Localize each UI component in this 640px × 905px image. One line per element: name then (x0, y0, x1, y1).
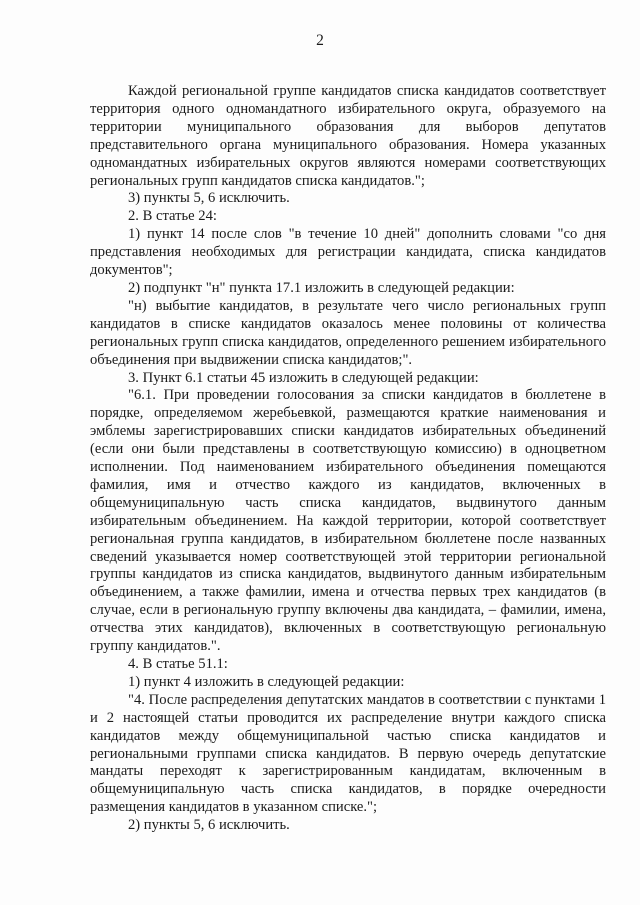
paragraph-article-24-item-1: 1) пункт 14 после слов "в течение 10 дней" дополнить словами "со дня представления необходимых для регистрации кандидата, списка кандидатов документов"; (90, 226, 606, 279)
paragraph-subitem-n-text: "н) выбытие кандидатов, в результате чего число региональных групп кандидатов в списке кандидатов оказалось менее половины от количества региональных групп списка кандидатов, определенного решением избирательного объединения при выдвижении списка кандидатов;". (90, 297, 606, 368)
document-body (90, 83, 606, 835)
paragraph-article-24-item-2: 2) подпункт "н" пункта 17.1 изложить в следующей редакции: (128, 279, 515, 296)
paragraph-article-51-1-heading: 4. В статье 51.1: (128, 656, 228, 672)
paragraph-article-51-1-item-1: 1) пункт 4 изложить в следующей редакции: (128, 673, 405, 690)
paragraph-territory-correspondence: Каждой региональной группе кандидатов списка кандидатов соответствует территория одного одномандатного избирательного округа, образуемого на территории муниципального образования для выборов депутатов представительного органа муниципального образования. Номера указанных одномандатных избирательных округов являются номерами соответствующих региональных групп кандидатов списка кандидатов."; (90, 83, 606, 189)
paragraph-item-3-points-exclude: 3) пункты 5, 6 исключить. (128, 190, 290, 207)
paragraph-article-24-heading: 2. В статье 24: (128, 208, 217, 225)
page-number: 2 (316, 32, 324, 49)
paragraph-article-51-1-item-2: 2) пункты 5, 6 исключить. (128, 817, 290, 834)
paragraph-article-45-point-6-1: "6.1. При проведении голосования за списки кандидатов в бюллетене в порядке, определяемом жеребьевкой, размещаются краткие наименования и эмблемы зарегистрировавших списки кандидатов избирательных объединений (если они были представлены в соответствующую комиссию) в одноцветном исполнении. Под наименованием избирательного объединения помещаются фамилия, имя и отчество каждого из кандидатов, включенных в общемуниципальную часть списка кандидатов, выдвинутого данным избирательным объединением. На каждой территории, которой соответствует региональная группа кандидатов, в избирательном бюллетене после названных сведений указывается номер соответствующей этой территории региональной группы кандидатов из списка кандидатов, выдвинутого данным избирательным объединением, а также фамилии, имена и отчества первых трех кандидатов (в случае, если в региональную группу включены два кандидата, – фамилии, имена, отчества этих кандидатов), включенных в соответствующую региональную группу кандидатов.". (90, 387, 606, 655)
paragraph-point-4-text: "4. После распределения депутатских мандатов в соответствии с пунктами 1 и 2 настоящей статьи проводится их распределение внутри каждого списка кандидатов между общемуниципальной частью списка кандидатов и региональными группами списка кандидатов. В первую очередь депутатские мандаты переходят к зарегистрированным кандидатам, включенным в общемуниципальную часть списка кандидатов, в порядке очередности размещения кандидатов в указанном списке."; (90, 691, 606, 816)
paragraph-article-45-heading: 3. Пункт 6.1 статьи 45 изложить в следующей редакции: (128, 369, 479, 386)
